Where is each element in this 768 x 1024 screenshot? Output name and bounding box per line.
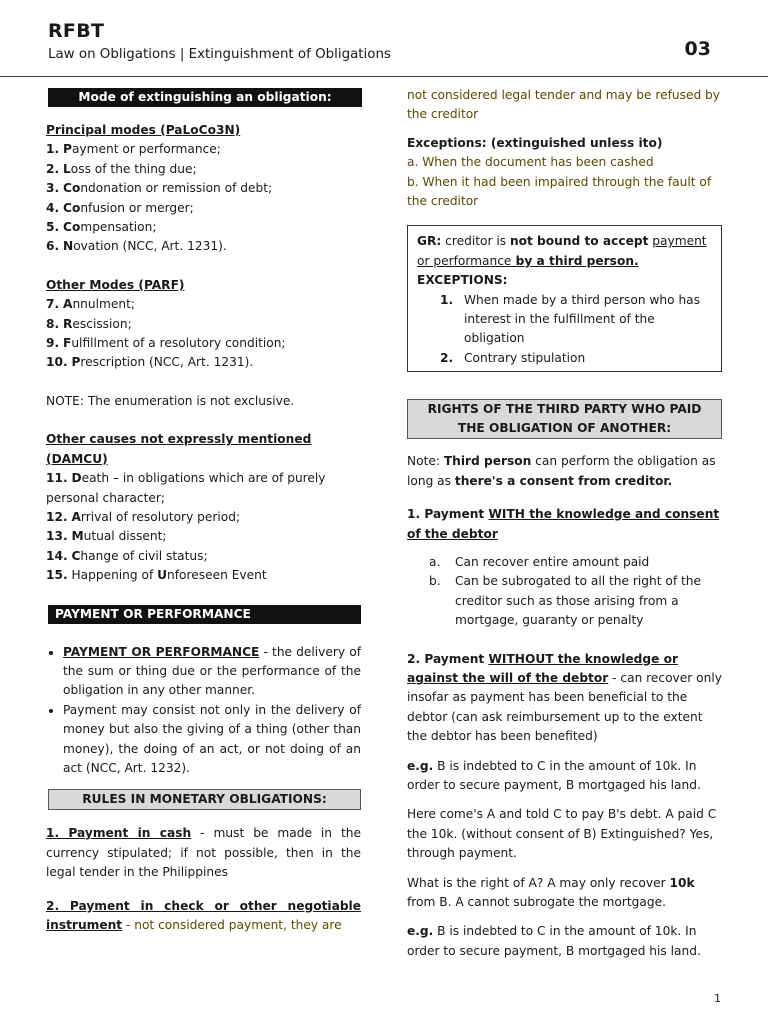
mode-text: ulfillment of a resolutory condition;: [71, 336, 286, 351]
mode-item: [46, 295, 361, 314]
general-rule-text: [417, 232, 713, 271]
other-causes-heading: Other causes not expressly mentioned (DAMCU): [46, 432, 312, 466]
rights-heading: RIGHTS OF THE THIRD PARTY WHO PAID THE OBLIGATION OF ANOTHER:: [407, 399, 722, 439]
right-column: [407, 88, 722, 961]
bullet-item: [63, 643, 361, 701]
mode-text: nnulment;: [72, 297, 135, 312]
list-marker: a.: [429, 554, 441, 569]
chapter-number: 03: [684, 38, 711, 60]
mode-number: 11.: [46, 471, 68, 486]
other-modes-heading: Other Modes (PARF): [46, 277, 185, 292]
document-title: RFBT: [48, 20, 105, 42]
example-paragraph-3: [407, 874, 722, 913]
mode-item: [46, 140, 361, 159]
mode-number: 2.: [46, 161, 60, 176]
gr-label: GR:: [417, 234, 442, 249]
mode-item: [46, 199, 361, 218]
note-emphasis-2: there's a consent from creditor.: [454, 473, 673, 488]
example-label: e.g.: [407, 924, 434, 939]
mode-text: mpensation;: [80, 220, 157, 235]
rule-2: [46, 897, 361, 936]
mode-item: [46, 237, 361, 256]
mode-initial: F: [63, 336, 72, 351]
mode-text: Happening of: [71, 568, 158, 583]
mode-text: ndonation or remission of debt;: [80, 181, 273, 196]
payment-term: WITHOUT the knowledge or against the will of the debtor: [407, 651, 678, 685]
right-item: [429, 572, 722, 630]
gr-emphasis-underlined: by a third person.: [511, 253, 639, 268]
mode-text: ayment or performance;: [71, 142, 221, 157]
mode-text: oss of the thing due;: [70, 161, 197, 176]
mode-item: [46, 334, 361, 353]
mode-initial: A: [71, 509, 81, 524]
payment-text: - can recover only insofar as payment has been beneficial to the debtor (can ask reimbursement up to the extent the debtor has been benefited): [407, 670, 722, 744]
mode-item: [46, 508, 361, 527]
gr-underlined: payment or performance: [417, 234, 707, 268]
gr-exceptions-list: [417, 291, 713, 369]
example-1: [407, 757, 722, 796]
modes-heading: Mode of extinguishing an obligation:: [48, 88, 362, 107]
left-column: [46, 88, 361, 935]
list-marker: 1.: [440, 292, 454, 307]
payment-prefix: 2. Payment: [407, 651, 489, 666]
mode-text: nfusion or merger;: [80, 200, 194, 215]
mode-number: 14.: [46, 548, 68, 563]
mode-initial: U: [157, 568, 168, 583]
rule-1: [46, 824, 361, 882]
bullet-term: PAYMENT OR PERFORMANCE: [63, 644, 260, 659]
mode-number: 3.: [46, 181, 60, 196]
mode-initial: D: [71, 471, 82, 486]
mode-text: ovation (NCC, Art. 1231).: [73, 239, 227, 254]
payment-with-consent: [407, 505, 722, 544]
payment-prefix: 1. Payment: [407, 507, 489, 522]
mode-initial: Co: [63, 200, 81, 215]
mode-text: rrival of resolutory period;: [80, 509, 241, 524]
mode-initial: P: [71, 355, 81, 370]
mode-initial: Co: [63, 181, 81, 196]
other-causes-list: [46, 469, 361, 585]
note-emphasis: Third person: [443, 454, 532, 469]
mode-initial: C: [71, 548, 81, 563]
exception-a: a. When the document has been cashed: [407, 155, 654, 170]
header-divider: [0, 76, 768, 77]
mode-item: [46, 179, 361, 198]
para-emphasis: 10k: [669, 875, 695, 890]
mode-initial: A: [63, 297, 73, 312]
mode-text: nforeseen Event: [167, 568, 267, 583]
mode-item: [46, 566, 361, 585]
list-text: Can recover entire amount paid: [455, 554, 650, 569]
note-text: can perform the obligation as long as: [407, 454, 716, 488]
bullet-item: [63, 701, 361, 779]
para-text: from B. A cannot subrogate the mortgage.: [407, 895, 666, 909]
mode-initial: R: [63, 316, 73, 331]
payment-without-consent: [407, 650, 722, 747]
mode-item: [46, 353, 361, 372]
check-continuation: not considered legal tender and may be refused by the creditor: [407, 88, 721, 122]
enumeration-note: NOTE: The enumeration is not exclusive.: [46, 393, 295, 408]
mode-number: 12.: [46, 509, 68, 524]
example-label: e.g.: [407, 758, 434, 773]
gr-emphasis: not bound to accept: [509, 234, 649, 249]
mode-number: 8.: [46, 316, 60, 331]
rule-2-text: - not considered payment, they are: [122, 918, 342, 932]
mode-initial: P: [63, 142, 72, 157]
mode-item: [46, 547, 361, 566]
mode-text: utual dissent;: [83, 529, 167, 544]
payment-term: WITH the knowledge and consent of the debtor: [407, 507, 720, 541]
exception-item: [440, 291, 713, 349]
example-2: [407, 922, 722, 961]
bullet-text: - the delivery of the sum or thing due or the performance of the obligation in any other manner.: [63, 644, 361, 698]
document-subtitle: Law on Obligations | Extinguishment of Obligations: [48, 47, 391, 62]
consent-rights-list: [407, 553, 722, 631]
mode-initial: M: [71, 529, 84, 544]
mode-number: 4.: [46, 200, 60, 215]
mode-number: 1.: [46, 142, 60, 157]
mode-item: [46, 527, 361, 546]
principal-modes-heading: Principal modes (PaLoCo3N): [46, 123, 241, 137]
mode-text: escission;: [72, 316, 132, 331]
mode-number: 6.: [46, 239, 60, 254]
gr-exceptions-heading: EXCEPTIONS:: [417, 273, 508, 288]
list-text: Contrary stipulation: [464, 350, 586, 365]
bullet-text: Payment may consist not only in the delivery of money but also the giving of a thing (other than money), the doing of an act, or not doing of an act (NCC, Art. 1232).: [63, 702, 361, 775]
rule-2-term: 2. Payment in check or other negotiable instrument: [46, 898, 361, 932]
mode-number: 10.: [46, 355, 68, 370]
list-text: Can be subrogated to all the right of the creditor such as those arising from a mortgage, guaranty or penalty: [455, 574, 702, 628]
mode-text: hange of civil status;: [80, 548, 208, 563]
example-paragraph-2: Here come's A and told C to pay B's debt. A paid C the 10k. (without consent of B) Extinguished? Yes, through payment.: [407, 807, 717, 861]
exceptions-heading: Exceptions: (extinguished unless ito): [407, 135, 663, 150]
page-number: 1: [714, 992, 721, 1005]
principal-modes-list: [46, 140, 361, 256]
rules-heading: RULES IN MONETARY OBLIGATIONS:: [48, 789, 361, 810]
payment-bullets: [46, 643, 361, 779]
list-text: When made by a third person who has interest in the fulfillment of the obligation: [464, 292, 700, 346]
para-text: What is the right of A? A may only recover: [407, 875, 670, 890]
example-text: B is indebted to C in the amount of 10k. In order to secure payment, B mortgaged his land.: [407, 758, 701, 792]
right-item: [429, 553, 722, 572]
mode-number: 9.: [46, 336, 60, 351]
list-marker: b.: [429, 574, 441, 589]
gr-text: creditor is: [441, 234, 510, 249]
mode-item: [46, 218, 361, 237]
mode-initial: N: [63, 239, 74, 254]
example-text: B is indebted to C in the amount of 10k. In order to secure payment, B mortgaged his land.: [407, 924, 701, 958]
general-rule-box: [407, 225, 722, 372]
mode-number: 7.: [46, 297, 60, 312]
mode-number: 15.: [46, 568, 68, 583]
mode-number: 5.: [46, 220, 60, 235]
note-label: Note:: [407, 454, 444, 469]
mode-initial: Co: [63, 220, 81, 235]
other-modes-list: [46, 295, 361, 373]
list-marker: 2.: [440, 350, 454, 365]
exception-b: b. When it had been impaired through the fault of the creditor: [407, 174, 712, 209]
mode-item: [46, 160, 361, 179]
mode-text: rescription (NCC, Art. 1231).: [80, 355, 254, 370]
third-person-note: [407, 452, 722, 491]
mode-initial: L: [63, 161, 71, 176]
rule-1-term: 1. Payment in cash: [46, 826, 192, 841]
mode-number: 13.: [46, 529, 68, 544]
exception-item: [440, 349, 713, 368]
mode-item: [46, 315, 361, 334]
payment-heading: PAYMENT OR PERFORMANCE: [48, 605, 361, 624]
mode-text: eath – in obligations which are of purely personal character;: [46, 471, 326, 505]
mode-item: [46, 469, 361, 508]
rule-1-text: - must be made in the currency stipulated; if not possible, then in the legal tender in the Philippines: [46, 826, 361, 880]
